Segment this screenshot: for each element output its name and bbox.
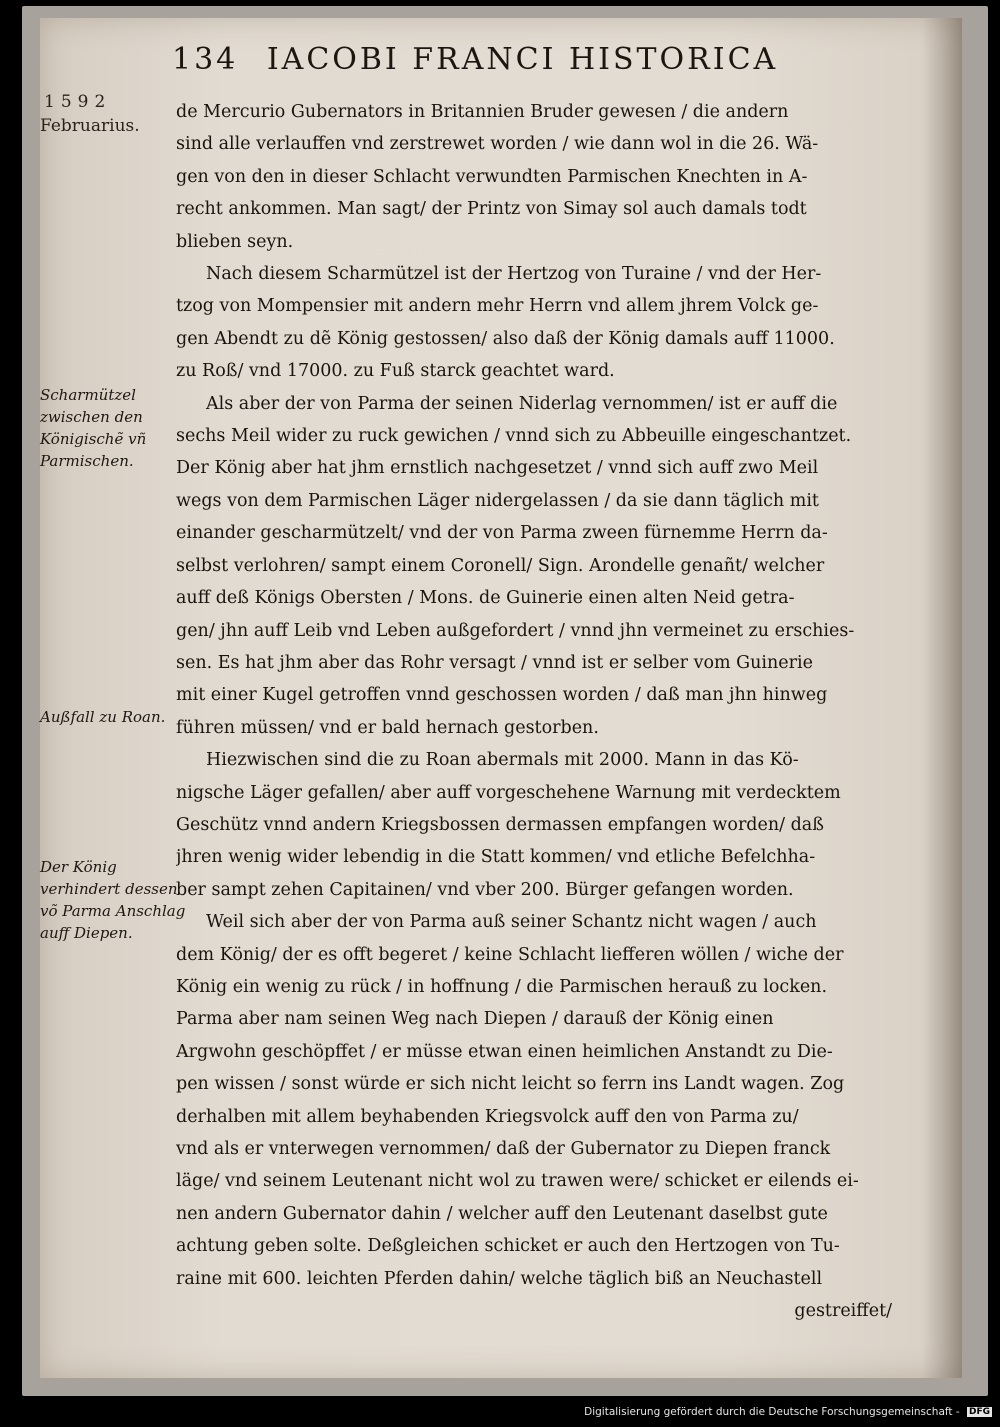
text-line: tzog von Mompensier mit andern mehr Herrn vnd allem jhrem Volck ge- <box>176 296 819 317</box>
text-line: sen. Es hat jhm aber das Rohr versagt / vnnd ist er selber vom Guinerie <box>176 652 813 673</box>
dfg-logo-icon: DFG <box>968 1407 990 1417</box>
body-text <box>176 96 896 1327</box>
text-line: gen von den in dieser Schlacht verwundten Parmischen Knechten in A- <box>176 166 808 187</box>
text-line: wegs von dem Parmischen Läger nidergelassen / da sie dann täglich mit <box>176 490 819 511</box>
margin-note-sally-roan: Außfall zu Roan. <box>40 708 166 726</box>
text-line: Parma aber nam seinen Weg nach Diepen / darauß der König einen <box>176 1009 774 1030</box>
text-line: blieben seyn. <box>176 231 294 252</box>
text-line: Weil sich aber der von Parma auß seiner Schantz nicht wagen / auch <box>206 912 817 933</box>
footer-credit-text: Digitalisierung gefördert durch die Deutsche Forschungsgemeinschaft - <box>584 1406 960 1418</box>
text-line: Der König aber hat jhm ernstlich nachgesetzet / vnnd sich auff zwo Meil <box>176 458 819 479</box>
page-number: 134 <box>172 42 239 77</box>
text-line: ber sampt zehen Capitainen/ vnd vber 200. Bürger gefangen worden. <box>176 879 794 900</box>
text-line: nigsche Läger gefallen/ aber auff vorgeschehene Warnung mit verdecktem <box>176 782 841 803</box>
margin-note-skirmish: Scharmützel zwischen den Königischẽ vñ Parmischen. <box>40 386 147 470</box>
footer-credit <box>584 1406 992 1418</box>
text-line: Nach diesem Scharmützel ist der Hertzog von Turaine / vnd der Her- <box>206 264 822 285</box>
text-line: Hiezwischen sind die zu Roan abermals mit 2000. Mann in das Kö- <box>206 750 799 771</box>
text-line: gen/ jhn auff Leib vnd Leben außgefordert / vnnd jhn vermeinet zu erschies- <box>176 620 855 641</box>
text-line: achtung geben solte. Deßgleichen schicket er auch den Hertzogen von Tu- <box>176 1236 840 1257</box>
text-line: raine mit 600. leichten Pferden dahin/ welche täglich biß an Neuchastell <box>176 1268 823 1289</box>
text-line: sind alle verlauffen vnd zerstrewet worden / wie dann wol in die 26. Wä- <box>176 134 819 155</box>
text-line: König ein wenig zu rück / in hoffnung / die Parmischen herauß zu locken. <box>176 976 828 997</box>
text-line: pen wissen / sonst würde er sich nicht leicht so ferrn ins Landt wagen. Zog <box>176 1074 845 1095</box>
text-line: Geschütz vnnd andern Kriegsbossen dermassen empfangen worden/ daß <box>176 814 824 835</box>
text-line: vnd als er vnterwegen vernommen/ daß der Gubernator zu Diepen franck <box>176 1139 831 1159</box>
text-line: recht ankommen. Man sagt/ der Printz von Simay sol auch damals todt <box>176 199 807 220</box>
text-line: gen Abendt zu dẽ König gestossen/ also daß der König damals auff 11000. <box>176 328 835 349</box>
text-line: nen andern Gubernator dahin / welcher auff den Leutenant daselbst gute <box>176 1203 828 1224</box>
text-line: de Mercurio Gubernators in Britannien Bruder gewesen / die andern <box>176 102 789 122</box>
text-line: sechs Meil wider zu ruck gewichen / vnnd sich zu Abbeuille eingeschantzet. <box>176 426 852 447</box>
running-title: IACOBI FRANCI HISTORICA <box>266 42 779 77</box>
text-line: zu Roß/ vnd 17000. zu Fuß starck geachtet ward. <box>176 361 615 382</box>
text-line: dem König/ der es offt begeret / keine Schlacht liefferen wöllen / wiche der <box>176 944 844 965</box>
text-line: derhalben mit allem beyhabenden Kriegsvolck auff den von Parma zu/ <box>176 1106 799 1127</box>
text-line: führen müssen/ vnd er bald hernach gestorben. <box>176 717 599 738</box>
catchword: gestreiffet/ <box>794 1301 892 1322</box>
text-line: selbst verlohren/ sampt einem Coronell/ Sign. Arondelle genañt/ welcher <box>176 555 825 576</box>
running-head <box>172 42 872 77</box>
text-line: jhren wenig wider lebendig in die Statt kommen/ vnd etliche Befelchha- <box>176 847 816 868</box>
text-line: mit einer Kugel getroffen vnnd geschossen worden / daß man jhn hinweg <box>176 685 828 706</box>
margin-year: 1592 <box>44 92 112 112</box>
margin-note-king-prevents: Der König verhindert dessen võ Parma Anschlag auff Diepen. <box>40 858 186 942</box>
page-gutter-shadow <box>922 18 962 1378</box>
text-line: Argwohn geschöpffet / er müsse etwan einen heimlichen Anstandt zu Die- <box>176 1041 833 1062</box>
text-line: läge/ vnd seinem Leutenant nicht wol zu trawen were/ schicket er eilends ei- <box>176 1171 859 1192</box>
text-line: einander gescharmützelt/ vnd der von Parma zween fürnemme Herrn da- <box>176 523 828 544</box>
text-line: auff deß Königs Obersten / Mons. de Guinerie einen alten Neid getra- <box>176 588 795 609</box>
margin-month: Februarius. <box>40 116 140 136</box>
text-line: Als aber der von Parma der seinen Niderlag vernommen/ ist er auff die <box>206 393 838 414</box>
